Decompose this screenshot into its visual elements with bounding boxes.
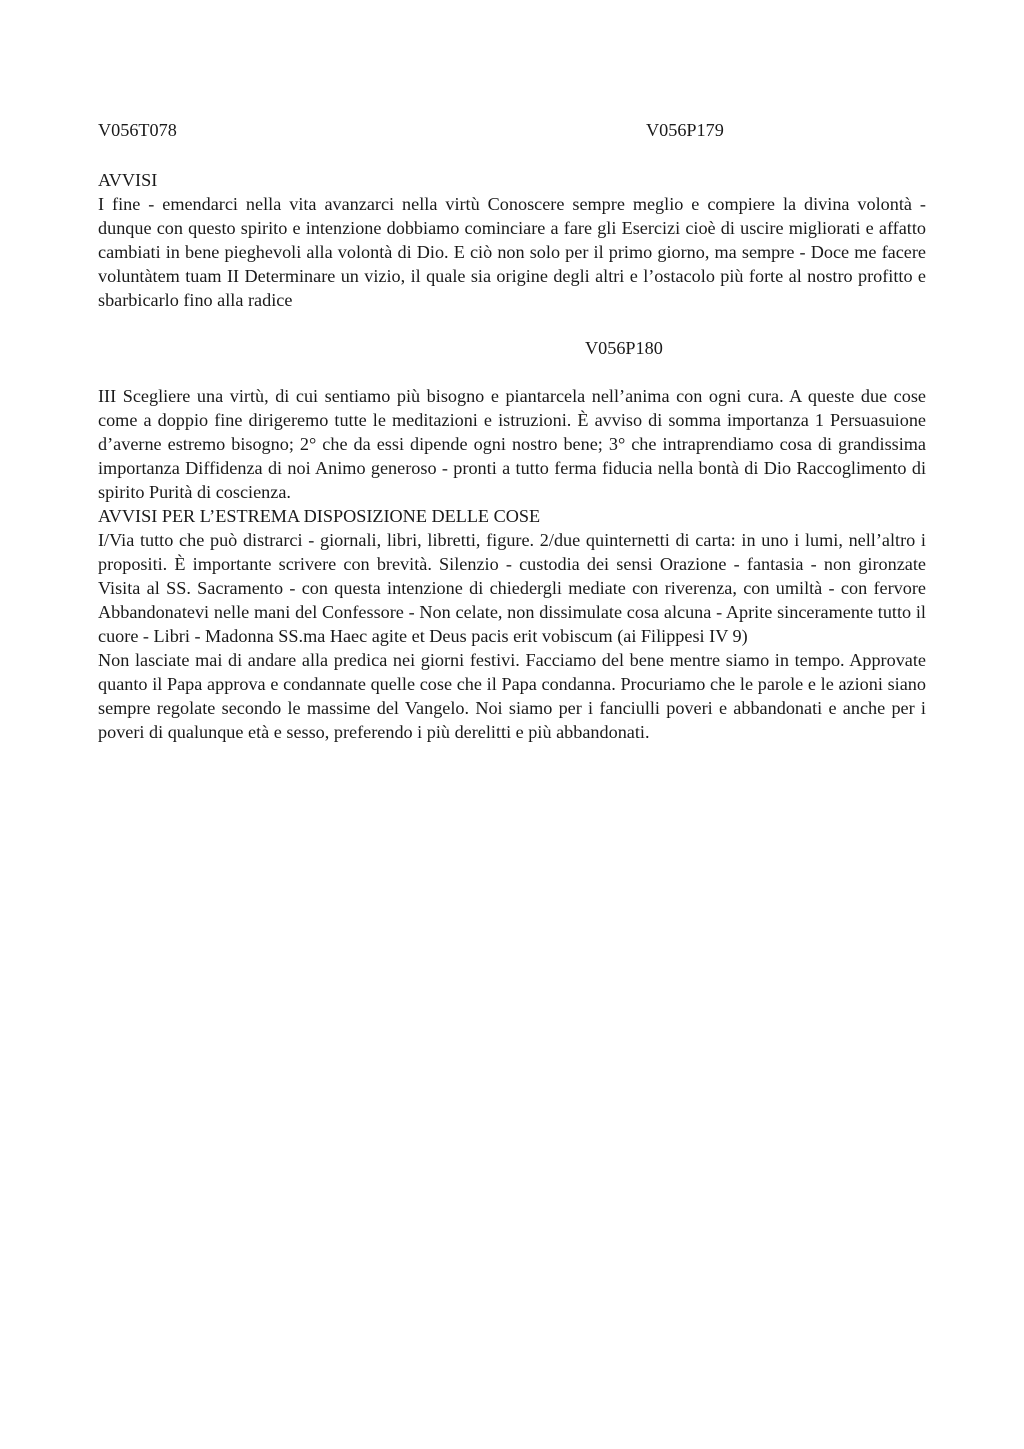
section-title-disposizione: AVVISI PER L’ESTREMA DISPOSIZIONE DELLE COSE	[98, 506, 541, 526]
section-title-avvisi: AVVISI	[98, 170, 158, 190]
document-page	[98, 118, 926, 744]
paragraph-avvisi: I fine - emendarci nella vita avanzarci nella virtù Conoscere sempre meglio e compiere la divina volontà - dunque con questo spirito e intenzione dobbiamo cominciare a fare gli Esercizi cioè di uscire migliorati e affatto cambiati in bene pieghevoli alla volontà di Dio. E ciò non solo per il primo giorno, ma sempre - Doce me facere voluntàtem tuam II Determinare un vizio, il quale sia origine degli altri e l’ostacolo più forte al nostro profitto e sbarbicarlo fino alla radice	[98, 194, 926, 310]
header-row	[98, 118, 926, 144]
paragraph-virtue: III Scegliere una virtù, di cui sentiamo più bisogno e piantarcela nell’anima con ogni cura. A queste due cose come a doppio fine dirigeremo tutte le meditazioni e istruzioni. È avviso di somma importanza 1 Persuasuione d’averne estremo bisogno; 2° che da essi dipende ogni nostro bene; 3° che intraprendiamo cosa di grandissima importanza Diffidenza di noi Animo generoso - pronti a tutto ferma fiducia nella bontà di Dio Raccoglimento di spirito Purità di coscienza.	[98, 386, 926, 502]
paragraph-disposizione: I/Via tutto che può distrarci - giornali, libri, libretti, figure. 2/due quinternetti di carta: in uno i lumi, nell’altro i propositi. È importante scrivere con brevità. Silenzio - custodia dei sensi Orazione - fantasia - non gironzate Visita al SS. Sacramento - con questa intenzione di chiedergli mediate con riverenza, con umiltà - con fervore Abbandonatevi nelle mani del Confessore - Non celate, non dissimulate cosa alcuna - Aprite sinceramente tutto il cuore - Libri - Madonna SS.ma Haec agite et Deus pacis erit vobiscum (ai Filippesi IV 9)	[98, 530, 926, 646]
page-marker-row	[98, 336, 926, 360]
page-code: V056P180	[585, 338, 663, 358]
paragraph-final: Non lasciate mai di andare alla predica nei giorni festivi. Facciamo del bene mentre siamo in tempo. Approvate quanto il Papa approva e condannate quelle cose che il Papa condanna. Procuriamo che le parole e le azioni siano sempre regolate secondo le massime del Vangelo. Noi siamo per i fanciulli poveri e abbandonati e anche per i poveri di qualunque età e sesso, preferendo i più derelitti e più abbandonati.	[98, 650, 926, 742]
page-code: V056P179	[646, 120, 724, 140]
document-code: V056T078	[98, 120, 177, 140]
